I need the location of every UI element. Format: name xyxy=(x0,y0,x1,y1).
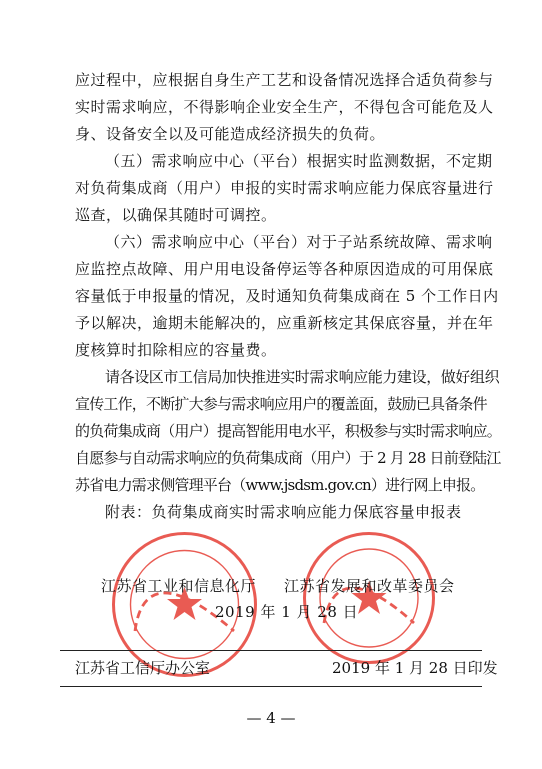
footer-office: 江苏省工信厅办公室 xyxy=(75,659,211,677)
closing-paragraph-line-3: 的负荷集成商（用户）提高智能用电水平，积极参与实时需求响应。 xyxy=(75,422,502,440)
section-6-heading: （六）需求响应中心（平台）对于子站系统故障、需求响 xyxy=(105,233,493,251)
body-line-2: 实时需求响应，不得影响企业安全生产，不得包含可能危及人 xyxy=(75,98,494,116)
section-5-heading: （五）需求响应中心（平台）根据实时监测数据，不定期 xyxy=(105,152,493,170)
body-line-8: 应监控点故障、用户用电设备停运等各种原因造成的可用保底 xyxy=(75,260,494,278)
body-line-5: 对负荷集成商（用户）申报的实时需求响应能力保底容量进行 xyxy=(75,179,494,197)
body-line-3: 身、设备安全以及可能造成经济损失的负荷。 xyxy=(75,125,386,143)
signature-date: 2019 年 1 月 28 日 xyxy=(215,603,359,621)
seal-right xyxy=(303,532,435,664)
body-line-10: 予以解决，逾期未能解决的，应重新核定其保底容量，并在年 xyxy=(75,314,494,332)
seal-right-graphic xyxy=(306,535,432,661)
footer-rule-top xyxy=(60,650,482,651)
closing-paragraph-line-2: 宣传工作，不断扩大参与需求响应用户的覆盖面，鼓励已具备条件 xyxy=(75,395,487,413)
footer-rule-bottom xyxy=(60,686,482,687)
signer-right: 江苏省发展和改革委员会 xyxy=(284,577,455,595)
closing-paragraph-line-4: 自愿参与自动需求响应的负荷集成商（用户）于 2 月 28 日前登陆江 xyxy=(75,449,501,467)
attachment-note: 附表：负荷集成商实时需求响应能力保底容量申报表 xyxy=(105,503,462,521)
closing-paragraph-line-1: 请各设区市工信局加快推进实时需求响应能力建设，做好组织 xyxy=(105,368,500,386)
body-line-11: 度核算时扣除相应的容量费。 xyxy=(75,341,277,359)
page-number: — 4 — xyxy=(246,709,296,727)
body-line-9: 容量低于申报量的情况，及时通知负荷集成商在 5 个工作日内 xyxy=(75,287,499,305)
footer-print-date: 2019 年 1 月 28 日印发 xyxy=(332,659,498,677)
signer-left: 江苏省工业和信息化厅 xyxy=(101,577,257,595)
body-line-1: 应过程中，应根据自身生产工艺和设备情况选择合适负荷参与 xyxy=(75,71,494,89)
closing-paragraph-line-5: 苏省电力需求侧管理平台（www.jsdsm.gov.cn）进行网上申报。 xyxy=(75,476,485,494)
body-line-6: 巡查，以确保其随时可调控。 xyxy=(75,206,277,224)
